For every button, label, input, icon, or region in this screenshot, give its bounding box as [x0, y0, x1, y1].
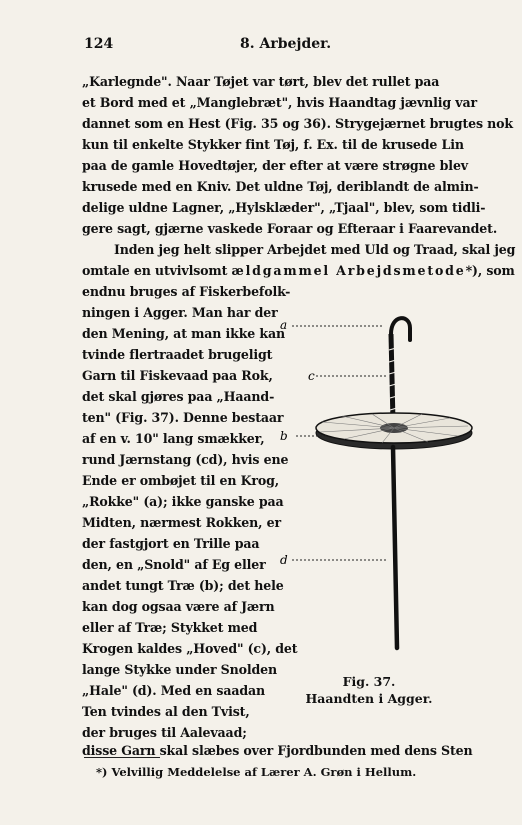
text-line	[82, 261, 515, 281]
figure-caption: Haandten i Agger.	[305, 691, 433, 706]
label-d: d	[280, 553, 288, 567]
text-line: der bruges til Aalevaad;	[82, 725, 247, 740]
text-line: kan dog ogsaa være af Jærn	[82, 599, 275, 614]
text-line: paa de gamle Hovedtøjer, der efter at være strøgne blev	[82, 158, 468, 173]
text-line: ningen i Agger. Man har der	[82, 305, 278, 320]
text-segment: omtale en utvivlsomt	[82, 263, 232, 278]
text-line: dannet som en Hest (Fig. 35 og 36). Strygejærnet brugtes nok	[82, 116, 513, 131]
text-line: kun til enkelte Stykker fint Tøj, f. Ex. til de krusede Lin	[82, 137, 464, 152]
spaced-emphasis: ældgammel Arbejdsmetode	[231, 263, 466, 278]
text-line: delige uldne Lagner, „Hylsklæder", „Tjaal", blev, som tidli-	[82, 200, 486, 215]
text-line: der fastgjort en Trille paa	[82, 536, 260, 551]
text-line: den Mening, at man ikke kan	[82, 326, 285, 341]
footnote: *) Velvillig Meddelelse af Lærer A. Grøn i Hellum.	[96, 765, 417, 779]
spindle-illustration	[316, 318, 472, 648]
text-line: krusede med en Kniv. Det uldne Tøj, deriblandt de almin-	[82, 179, 479, 194]
footnote-ref: *), som	[465, 263, 515, 278]
footnote-rule	[84, 757, 160, 758]
text-line: af en v. 10" lang smækker,	[82, 431, 265, 446]
text-line: Inden jeg helt slipper Arbejdet med Uld og Traad, skal jeg	[114, 242, 516, 257]
text-line: Garn til Fiskevaad paa Rok,	[82, 368, 273, 383]
spindle-figure	[282, 310, 482, 680]
text-line: endnu bruges af Fiskerbefolk-	[82, 284, 291, 299]
text-line: „Hale" (d). Med en saadan	[82, 683, 266, 698]
running-title: 8. Arbejder.	[240, 36, 332, 52]
text-line: Ende er ombøjet til en Krog,	[82, 473, 279, 488]
text-line: den, en „Snold" af Eg eller	[82, 557, 266, 572]
text-line: gere sagt, gjærne vaskede Foraar og Efteraar i Faarevandet.	[82, 221, 498, 236]
text-line: „Karlegnde". Naar Tøjet var tørt, blev det rullet paa	[82, 74, 440, 89]
label-c: c	[308, 369, 315, 383]
text-line: ten" (Fig. 37). Denne bestaar	[82, 410, 284, 425]
label-b: b	[280, 429, 288, 443]
text-line: Krogen kaldes „Hoved" (c), det	[82, 641, 298, 656]
text-line: et Bord med et „Manglebræt", hvis Haandtag jævnlig var	[82, 95, 477, 110]
text-line: det skal gjøres paa „Haand-	[82, 389, 275, 404]
text-line: Midten, nærmest Rokken, er	[82, 515, 281, 530]
text-line: rund Jærnstang (cd), hvis ene	[82, 452, 289, 467]
text-line: Ten tvindes al den Tvist,	[82, 704, 250, 719]
text-line: „Rokke" (a); ikke ganske paa	[82, 494, 284, 509]
text-line: andet tungt Træ (b); det hele	[82, 578, 284, 593]
text-line: eller af Træ; Stykket med	[82, 620, 258, 635]
figure-number: Fig. 37.	[342, 674, 396, 689]
text-line: disse Garn skal slæbes over Fjordbunden med dens Sten	[82, 743, 473, 758]
text-line: lange Stykke under Snolden	[82, 662, 278, 677]
label-a: a	[280, 318, 288, 332]
text-line: tvinde flertraadet brugeligt	[82, 347, 273, 362]
page-number: 124	[84, 36, 114, 52]
